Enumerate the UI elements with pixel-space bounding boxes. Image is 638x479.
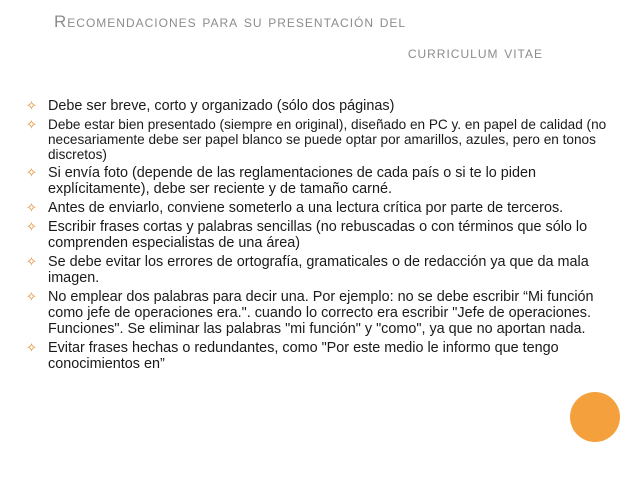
bullet-list [26, 98, 626, 375]
list-item: ✧ Antes de enviarlo, conviene someterlo a una lectura crítica por parte de terceros. [26, 200, 564, 216]
title-line-2: curriculum vitae [407, 43, 543, 62]
title-line-1: Recomendaciones para su presentación del [54, 12, 407, 31]
list-item: ✧ Se debe evitar los errores de ortografía, gramaticales o de redacción ya que da mala imagen. [26, 254, 589, 286]
list-item: ✧ Debe estar bien presentado (siempre en original), diseñado en PC y. en papel de calidad (no necesariamente debe ser papel blanco se puede optar por amarillos, azules, pero en tonos discretos) [26, 117, 607, 162]
hollow-diamond-icon: ✧ [26, 165, 37, 180]
list-item: ✧ Escribir frases cortas y palabras sencillas (no rebuscadas o con términos que sólo lo comprenden especialistas de una área) [26, 219, 588, 251]
hollow-diamond-icon: ✧ [26, 254, 37, 269]
hollow-diamond-icon: ✧ [26, 117, 37, 132]
list-item: ✧ Si envía foto (depende de las reglamentaciones de cada país o si te lo piden explícitamente), debe ser reciente y de tamaño carné. [26, 165, 537, 197]
slide-title [0, 0, 638, 80]
hollow-diamond-icon: ✧ [26, 219, 37, 234]
hollow-diamond-icon: ✧ [26, 340, 37, 355]
decorative-orange-circle [570, 392, 620, 442]
hollow-diamond-icon: ✧ [26, 200, 37, 215]
hollow-diamond-icon: ✧ [26, 289, 37, 304]
list-item: ✧ No emplear dos palabras para decir una. Por ejemplo: no se debe escribir “Mi función como jefe de operaciones era.". cuando lo correcto era escribir "Jefe de operaciones. Funciones". Se eliminar las palabras "mi función" y "como", ya que no aportan nada. [26, 289, 594, 337]
list-item: ✧ Debe ser breve, corto y organizado (sólo dos páginas) [26, 98, 395, 114]
hollow-diamond-icon: ✧ [26, 98, 37, 113]
list-item: ✧ Evitar frases hechas o redundantes, como "Por este medio le informo que tengo conocimientos en” [26, 340, 559, 372]
